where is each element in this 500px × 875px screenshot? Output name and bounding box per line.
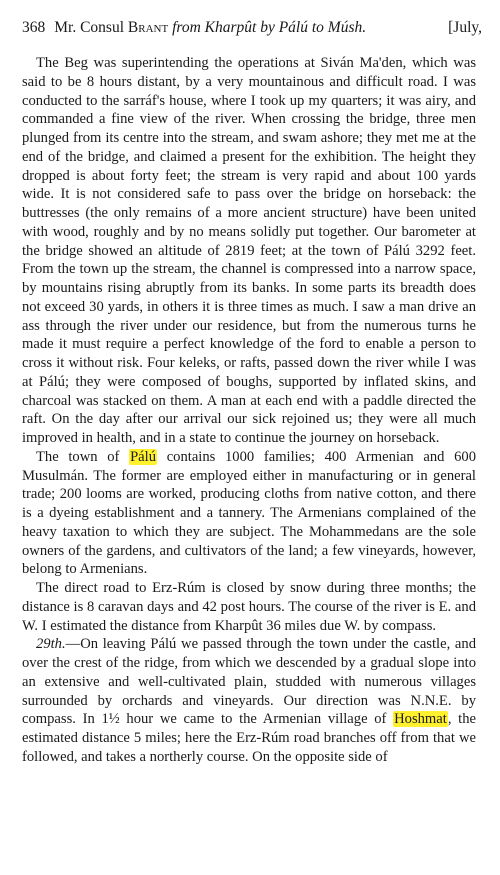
running-title [54, 18, 444, 38]
paragraph-town-of-palu [22, 448, 476, 579]
paragraph-text: —On leaving Pálú we passed through the town under the castle, and over the crest of the ridge, from which we descended by a gradual slope into an extensive and well-cultivated plain, studded with numerous villages surrounded by orchards and vineyards. Our direction was N.N.E. by compass. In 1½ hour we came to the Armenian village of [22, 636, 476, 728]
title-name: Brant [127, 19, 169, 36]
highlighted-term-palu: Pálú [130, 448, 157, 465]
paragraph-beg: The Beg was superintending the operations at Siván Ma'den, which was said to be 8 hours distant, by a very mountainous and difficult road. I was conducted to the sarráf's house, where I took up my quarters; it was airy, and commanded a fine view of the river. When crossing the bridge, three men plunged from its centre into the stream, and swam ashore; they met me at the end of the bridge, and claimed a present for the exhibition. The height they dropped is about forty feet; the stream is very rapid and about 100 yards wide. It is not considered safe to pass over the bridge on horseback: the buttresses (the only remains of a more ancient structure) have been united with wood, roughly and by no means solidly put together. Our barometer at the bridge showed an altitude of 2819 feet; at the town of Pálú 3292 feet. From the town up the stream, the channel is compressed into a narrow space, by mountains rising abruptly from its banks. In some parts its breadth does not exceed 30 yards, in others it is three times as much. I saw a man drive an ass through the river under our residence, but from the numerous turns he made it must require a perfect knowledge of the ford to enable a person to cross it without risk. Four keleks, or rafts, passed down the river while I was at Pálú; they were composed of boughs, supported by inflated skins, and charcoal was stacked on them. A man at each end with a paddle directed the raft. On the day after our arrival our sick rejoined us; they were all much improved in health, and in a state to continue the journey on horseback. [22, 55, 476, 446]
header-date: [July, [448, 19, 482, 36]
highlighted-term-hoshmat: Hoshmat [394, 711, 447, 728]
title-route: from Kharpût by Pálú to Músh. [172, 19, 367, 36]
page-number: 368 [22, 19, 46, 36]
paragraph-text: , the estimated distance 5 miles; here the Erz-Rúm road branches off from that we followed, and takes a northerly course. On the opposite side of [22, 711, 476, 765]
paragraph-direct-road: The direct road to Erz-Rúm is closed by snow during three months; the distance is 8 caravan days and 42 post hours. The course of the river is E. and W. I estimated the distance from Kharpût 36 miles due W. by compass. [22, 580, 476, 634]
running-header [22, 18, 482, 38]
paragraph-text: contains 1000 families; 400 Armenian and 600 Musulmán. The former are employed either in manufacturing or in general trade; 200 looms are worked, producing cloths from native cotton, and there is a dyeing establishment and a tannery. The Armenians complained of the heavy taxation to which they are subject. The Mohammedans are the sole owners of the gardens, and cultivators of the land; a few vineyards, however, belong to Armenians. [22, 448, 477, 578]
title-prefix: Mr. Consul [54, 19, 125, 36]
paragraph-text: The town of [36, 448, 130, 465]
entry-date: 29th. [36, 636, 66, 653]
paragraph-29th [22, 635, 476, 766]
